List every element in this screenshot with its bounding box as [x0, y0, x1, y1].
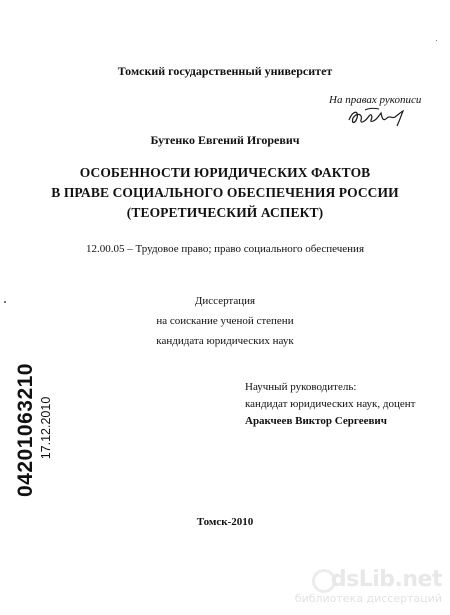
city-year: Томск-2010 — [196, 516, 254, 528]
stamp-date: 17.12.2010 — [39, 396, 53, 460]
library-stamp-number — [14, 363, 38, 497]
university-name: Томский государственный университет — [117, 64, 333, 78]
title-line: ОСОБЕННОСТИ ЮРИДИЧЕСКИХ ФАКТОВ — [79, 165, 371, 180]
supervisor-position: кандидат юридических наук, доцент — [245, 398, 416, 410]
stamp-number: 04201063210 — [14, 363, 37, 497]
watermark-logo: dsLib.net — [330, 567, 442, 592]
title-line: (ТЕОРЕТИЧЕСКИЙ АСПЕКТ) — [126, 205, 324, 220]
degree-line: кандидата юридических наук — [156, 335, 294, 347]
supervisor-block — [245, 379, 415, 430]
watermark — [292, 567, 442, 607]
rights-note: На правах рукописи — [329, 94, 422, 106]
supervisor-label: Научный руководитель: — [245, 381, 357, 393]
watermark-subtitle: библиотека диссертаций — [294, 592, 442, 605]
scan-speck — [436, 40, 437, 41]
author-name: Бутенко Евгений Игоревич — [150, 133, 300, 147]
dissertation-title — [0, 163, 450, 223]
degree-line: Диссертация — [194, 295, 256, 307]
scan-speck — [4, 301, 6, 303]
degree-info — [0, 291, 450, 351]
specialty-code: 12.00.05 – Трудовое право; право социального обеспечения — [85, 243, 365, 255]
title-line: В ПРАВЕ СОЦИАЛЬНОГО ОБЕСПЕЧЕНИЯ РОССИИ — [51, 185, 399, 200]
handwritten-signature — [345, 104, 415, 130]
degree-line: на соискание ученой степени — [156, 315, 294, 327]
supervisor-name: Аракчеев Виктор Сергеевич — [245, 415, 387, 427]
